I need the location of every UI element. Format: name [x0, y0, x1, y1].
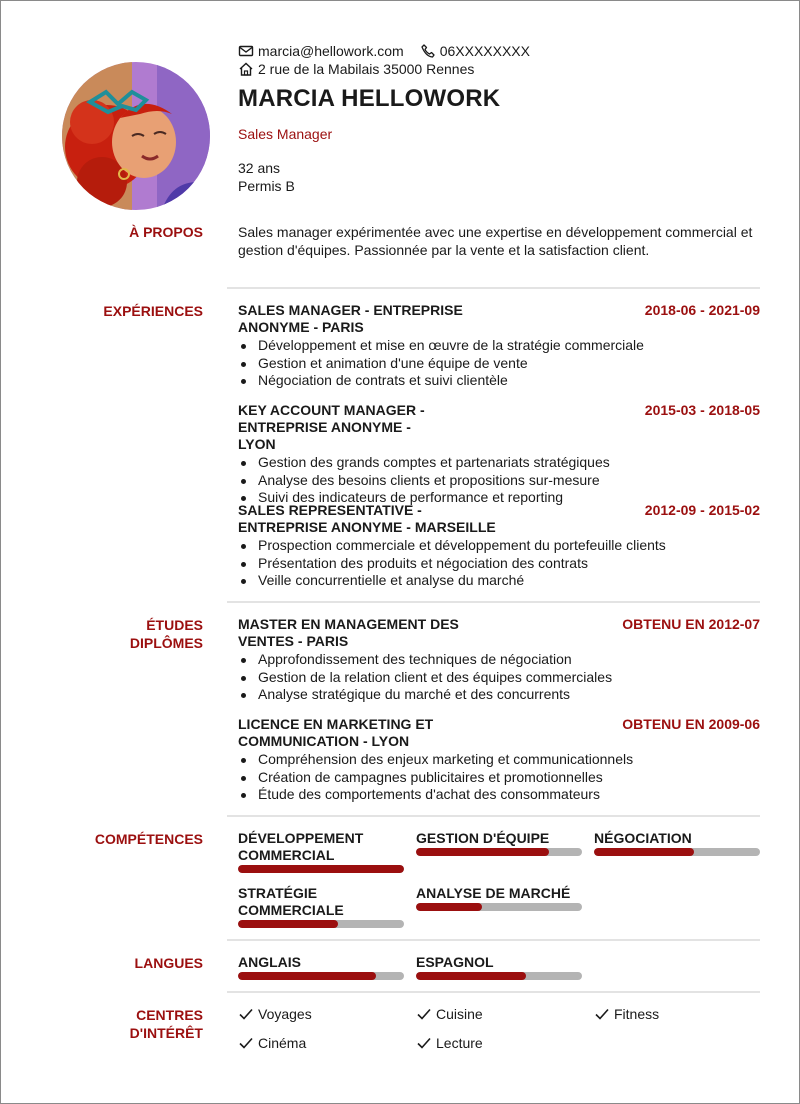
section-label-line: DIPLÔMES [129, 635, 203, 651]
email-item[interactable] [238, 42, 404, 60]
bullet-item: Négociation de contrats et suivi clientèle [238, 372, 760, 390]
phone-item[interactable] [420, 42, 530, 60]
interest-item [238, 1005, 312, 1023]
candidate-name: MARCIA HELLOWORK [238, 85, 501, 112]
skill-bar-fill [594, 848, 694, 856]
bullet-item: Gestion des grands comptes et partenariats stratégiques [238, 454, 760, 472]
envelope-icon [238, 43, 254, 59]
section-label-skills: COMPÉTENCES [94, 831, 203, 847]
section-label-education [130, 616, 203, 652]
section-divider [227, 815, 760, 817]
age-text: 32 ans [238, 160, 281, 176]
experience-date: 2015-03 - 2018-05 [644, 402, 760, 418]
bullet-item: Gestion de la relation client et des équipes commerciales [238, 669, 760, 687]
section-label-experiences: EXPÉRIENCES [103, 303, 203, 319]
interest-label: Voyages [258, 1006, 312, 1022]
skill-bar [594, 848, 760, 856]
interest-label: Cinéma [258, 1035, 307, 1051]
skill-bar [416, 848, 582, 856]
interest-label: Fitness [614, 1006, 660, 1022]
education-title: MASTER EN MANAGEMENT DES VENTES - PARIS [238, 616, 459, 649]
skill-item [416, 830, 582, 856]
section-divider [227, 287, 760, 289]
experience-bullets [238, 454, 760, 507]
skill-bar [238, 865, 404, 873]
interest-label: Lecture [436, 1035, 483, 1051]
education-entry [238, 716, 760, 804]
check-icon [416, 1035, 432, 1051]
bullet-item: Veille concurrentielle et analyse du marché [238, 572, 760, 590]
bullet-item: Développement et mise en œuvre de la stratégie commerciale [238, 337, 760, 355]
bullet-item: Approfondissement des techniques de négociation [238, 651, 760, 669]
language-bar-fill [238, 972, 376, 980]
section-label-interests [130, 1006, 203, 1042]
email-text: marcia@hellowork.com [258, 43, 404, 59]
education-bullets [238, 751, 760, 804]
skill-bar [416, 903, 582, 911]
avatar-illustration [62, 62, 210, 210]
skill-label: NÉGOCIATION [594, 830, 692, 846]
section-divider [227, 939, 760, 941]
section-label-languages: LANGUES [134, 955, 203, 971]
experience-bullets [238, 337, 760, 390]
section-label-line: D'INTÉRÊT [129, 1025, 203, 1041]
interest-item [416, 1005, 483, 1023]
check-icon [238, 1006, 254, 1022]
license-text: Permis B [238, 178, 295, 194]
check-icon [238, 1035, 254, 1051]
skill-label: STRATÉGIE COMMERCIALE [238, 885, 344, 918]
phone-text: 06XXXXXXXX [439, 43, 530, 59]
skill-label: GESTION D'ÉQUIPE [416, 830, 550, 846]
bullet-item: Prospection commerciale et développement du portefeuille clients [238, 537, 760, 555]
personal-info [238, 159, 295, 195]
language-label: ESPAGNOL [416, 954, 494, 970]
language-label: ANGLAIS [238, 954, 301, 970]
experience-entry [238, 302, 760, 390]
experience-date: 2012-09 - 2015-02 [644, 502, 760, 518]
experience-entry [238, 402, 760, 507]
section-divider [227, 991, 760, 993]
education-date: OBTENU EN 2012-07 [622, 616, 760, 632]
phone-icon [420, 43, 436, 59]
profile-photo [62, 62, 210, 210]
house-icon [238, 61, 254, 77]
section-label-line: ÉTUDES [146, 617, 203, 633]
bullet-item: Suivi des indicateurs de performance et reporting [238, 489, 760, 507]
skill-bar-fill [416, 848, 549, 856]
skill-bar-fill [238, 865, 404, 873]
experience-entry [238, 502, 760, 590]
experience-bullets [238, 537, 760, 590]
experience-date: 2018-06 - 2021-09 [644, 302, 760, 318]
education-title: LICENCE EN MARKETING ET COMMUNICATION - LYON [238, 716, 434, 749]
experience-title: SALES REPRESENTATIVE - ENTREPRISE ANONYME - MARSEILLE [238, 502, 496, 535]
skill-bar [238, 920, 404, 928]
bullet-item: Analyse stratégique du marché et des concurrents [238, 686, 760, 704]
bullet-item: Compréhension des enjeux marketing et communicationnels [238, 751, 760, 769]
skill-item [238, 885, 404, 928]
language-bar-fill [416, 972, 526, 980]
education-entry [238, 616, 760, 704]
contact-block [238, 42, 546, 78]
skill-item [238, 830, 404, 873]
experience-title: SALES MANAGER - ENTREPRISE ANONYME - PARIS [238, 302, 463, 335]
language-bar [416, 972, 582, 980]
bullet-item: Présentation des produits et négociation des contrats [238, 555, 760, 573]
education-date: OBTENU EN 2009-06 [622, 716, 760, 732]
bullet-item: Gestion et animation d'une équipe de vente [238, 355, 760, 373]
skill-item [416, 885, 582, 911]
skill-label: DÉVELOPPEMENT COMMERCIAL [238, 830, 364, 863]
section-divider [227, 601, 760, 603]
skill-item [594, 830, 760, 856]
bullet-item: Analyse des besoins clients et propositions sur-mesure [238, 472, 760, 490]
bullet-item: Création de campagnes publicitaires et promotionnelles [238, 769, 760, 787]
language-item [416, 954, 582, 980]
address-item [238, 60, 474, 78]
skill-label: ANALYSE DE MARCHÉ [416, 885, 571, 901]
interest-item [594, 1005, 659, 1023]
check-icon [594, 1006, 610, 1022]
address-text: 2 rue de la Mabilais 35000 Rennes [258, 61, 475, 77]
interest-item [416, 1034, 483, 1052]
bullet-item: Étude des comportements d'achat des consommateurs [238, 786, 760, 804]
skill-bar-fill [238, 920, 338, 928]
job-title: Sales Manager [238, 126, 333, 142]
about-text: Sales manager expérimentée avec une expertise en développement commercial et gestion d'équipes. Passionnée par la vente et la satisfaction client. [238, 224, 753, 258]
skill-bar-fill [416, 903, 482, 911]
section-label-about: À PROPOS [129, 224, 203, 240]
language-item [238, 954, 404, 980]
education-bullets [238, 651, 760, 704]
experience-title: KEY ACCOUNT MANAGER - ENTREPRISE ANONYME - LYON [238, 402, 425, 452]
interest-label: Cuisine [436, 1006, 483, 1022]
interest-item [238, 1034, 306, 1052]
language-bar [238, 972, 404, 980]
check-icon [416, 1006, 432, 1022]
section-label-line: CENTRES [136, 1007, 203, 1023]
